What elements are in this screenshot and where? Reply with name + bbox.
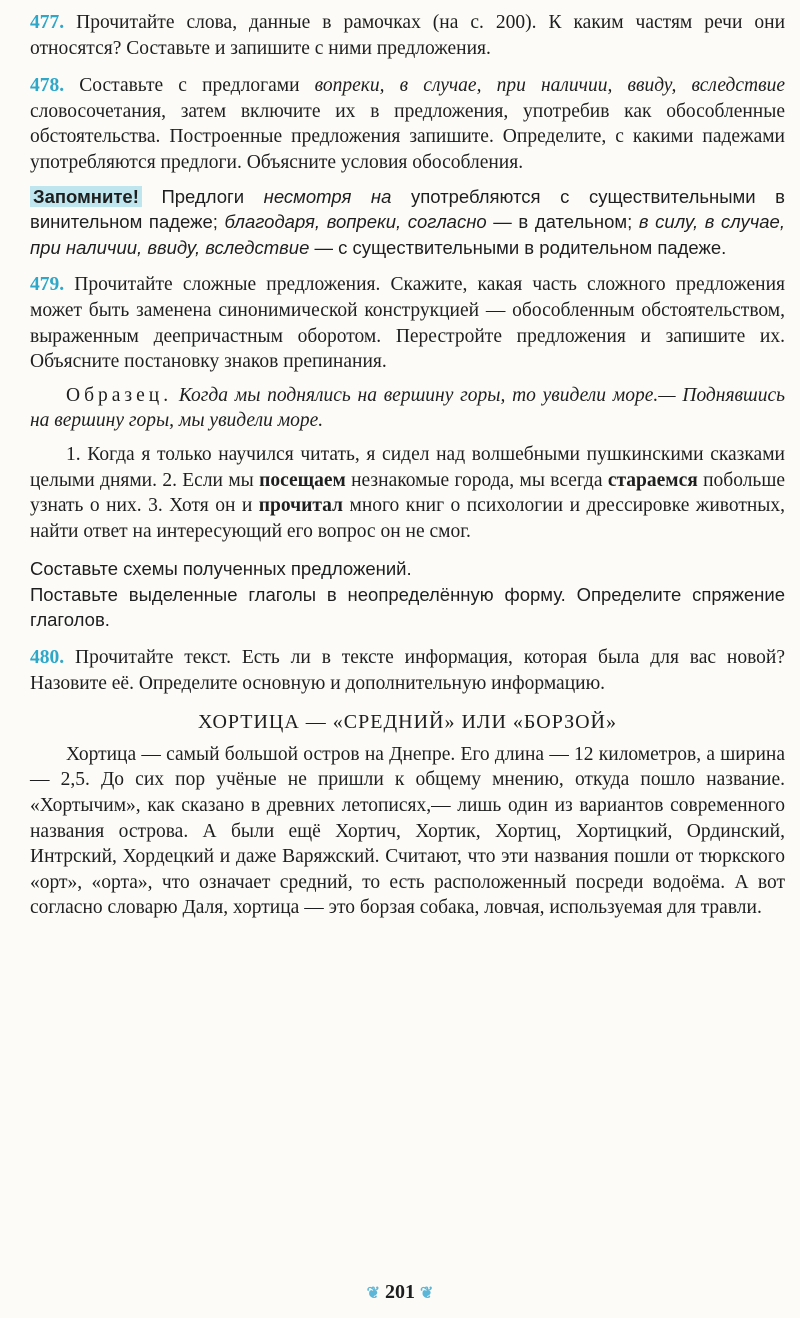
page-footer [0,1280,800,1307]
rule-text: употребляются с существительными в винительном падеже; [30,185,785,233]
rule-example: несмотря на [263,185,392,207]
sample [30,383,785,434]
rule-text: — с существительными в родительном падеже. [309,236,727,258]
exercise-480 [30,645,785,696]
highlighted-verb: прочитал [258,495,344,517]
rule-example: в силу, в случае, при наличии, ввиду, вследствие [30,211,785,258]
page-number: 201 [385,1281,415,1303]
rule-text: — в дательном; [486,211,639,233]
exercise-text: Составьте с предлогами [79,75,315,97]
rule-example: благодаря, вопреки, согласно [224,211,487,233]
exercise-number: 478. [30,75,65,97]
sentence-text: много книг о психологии и дрессировке животных, найти ответ на интересующий его вопрос он не смог. [30,495,786,542]
sentence-text: побольше узнать о них. 3. Хотя он и [30,469,785,517]
exercise-477 [30,10,785,61]
sentence-text: 1. Когда я только научился читать, я сидел над волшебными пушкинскими сказками целыми днями. 2. Если мы [30,443,785,491]
task-line: Поставьте выделенные глаголы в неопределённую форму. Определите спряжение глаголов. [30,583,785,631]
ornament-icon: ❦ [420,1285,434,1302]
exercise-478 [30,73,785,175]
exercise-text: Прочитайте слова, данные в рамочках (на с. 200). К каким частям речи они относятся? Составьте и запишите с ними предложения. [30,12,786,59]
text-title: ХОРТИЦА — «СРЕДНИЙ» ИЛИ «БОРЗОЙ» [198,711,617,734]
exercise-479 [30,272,785,374]
sample-text: Когда мы поднялись на вершину горы, то увидели море.— Поднявшись на вершину горы, мы увидели море. [30,384,785,432]
highlighted-verb: посещаем [259,469,346,491]
exercise-number: 479. [30,274,65,296]
exercise-number: 480. [30,647,65,669]
exercise-text: Прочитайте текст. Есть ли в тексте информация, которая была для вас новой? Назовите её. Определите основную и дополнительную информацию. [30,647,786,694]
exercise-prepositions: вопреки, в случае, при наличии, ввиду, вследствие [314,75,786,97]
exercise-text: словосочетания, затем включите их в предложения, употребив как обособленные обстоятельства. Построенные предложения запишите. Определите, с какими падежами употребляются предлоги. Объясните условия обособления. [30,100,785,173]
highlighted-verb: стараемся [607,469,698,491]
rule-text: Предлоги [141,185,264,207]
exercise-sentences [30,442,785,544]
reading-text: Хортица — самый большой остров на Днепре. Его длина — 12 километров, а ширина — 2,5. До сих пор учёные не пришли к общему мнению, откуда пошло название. «Хортычим», как сказано в древних летописях,— лишь один из вариантов современного названия острова. А были ещё Хортич, Хортик, Хортиц, Хортицкий, Ординский, Интрский, Хордецкий и даже Варяжский. Считают, что эти названия пошли от тюркского «орт», «орта», что означает средний, то есть расположенный посреди водоёма. А вот согласно словарю Даля, хортица — это борзая собака, ловчая, используемая для травли. [30,743,785,919]
task-line: Составьте схемы полученных предложений. [30,558,412,580]
rule-box [30,184,785,261]
sample-label: Образец. [66,384,173,406]
exercise-text: Прочитайте сложные предложения. Скажите, какая часть сложного предложения может быть заменена синонимической конструкцией — обособленным обстоятельством, выраженным деепричастным оборотом. Перестройте предложения и запишите их. Объясните постановку знаков препинания. [30,274,785,373]
ornament-icon: ❦ [366,1285,380,1302]
exercise-number: 477. [30,12,65,33]
sentence-text: незнакомые города, мы всегда [345,469,608,491]
rule-label: Запомните! [30,186,142,207]
textbook-page [30,10,785,921]
